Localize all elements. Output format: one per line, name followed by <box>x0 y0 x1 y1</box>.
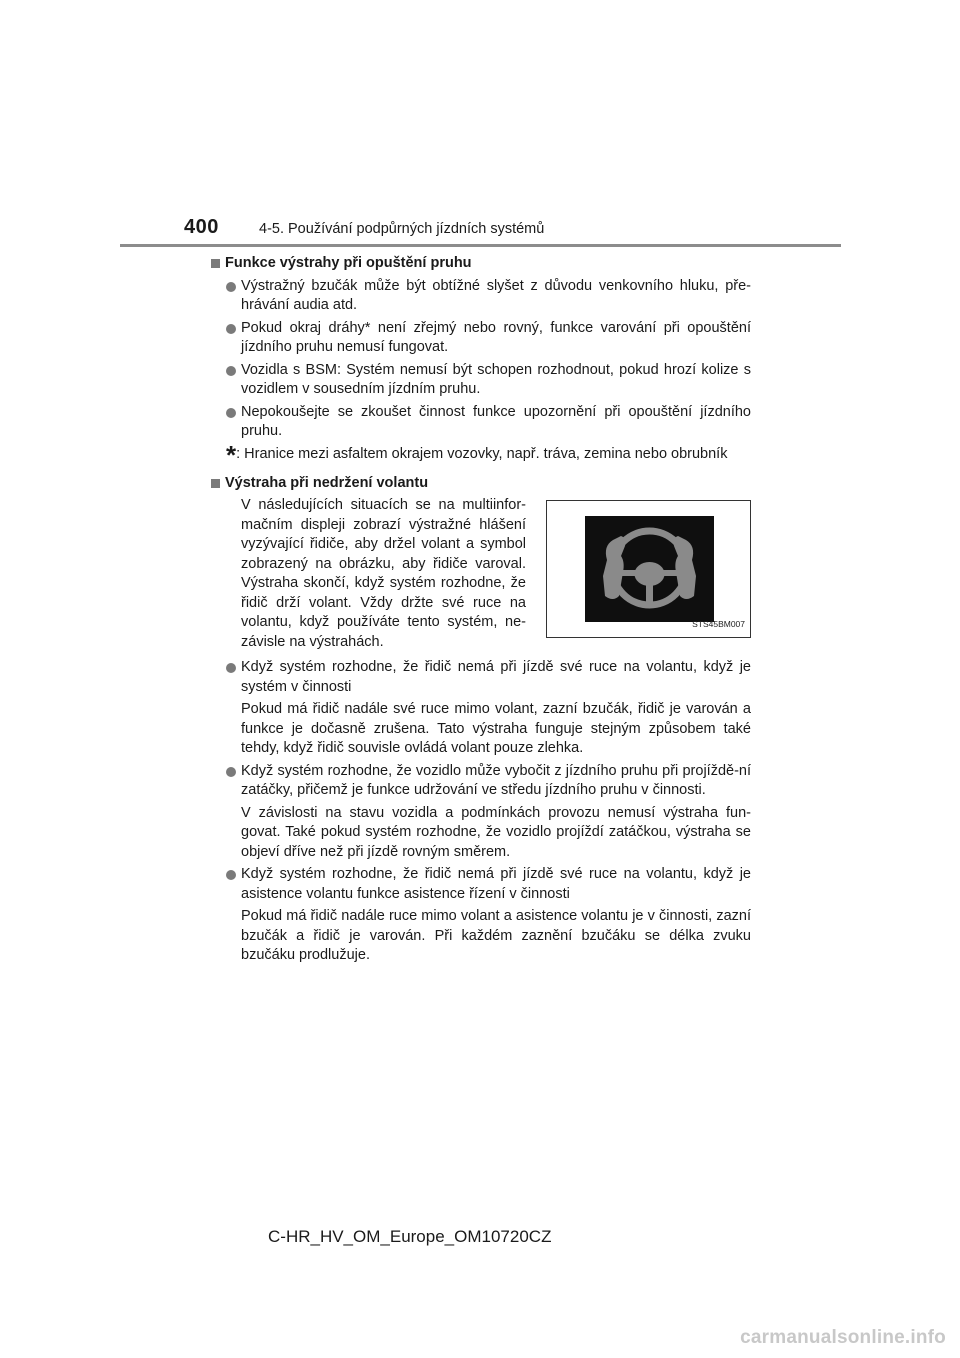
page-content <box>210 254 751 969</box>
watermark: carmanualsonline.info <box>740 1327 946 1348</box>
detail-paragraph: Pokud má řidič nadále své ruce mimo volant, zazní bzučák, řidič je varován a funkce je dočasně zrušena. Tato výstraha funguje stejným způsobem také tehdy, když řidič souvisle ovládá volant pouze zlehka. <box>241 701 751 756</box>
footnote-marker: * <box>226 439 237 470</box>
list-item: Když systém rozhodne, že řidič nemá při jízdě své ruce na volantu, když je asistence volantu funkce asistence řízení v činnosti <box>210 865 751 904</box>
chapter-title: 4-5. Používání podpůrných jízdních systémů <box>259 221 545 237</box>
round-bullet-icon <box>226 767 236 777</box>
list-item: Výstražný bzučák může být obtížné slyšet z důvodu venkovního hluku, pře-hrávání audia atd. <box>210 277 751 316</box>
header-rule <box>120 244 841 247</box>
square-bullet-icon <box>211 259 220 268</box>
list-item: Nepokoušejte se zkoušet činnost funkce upozornění při opouštění jízdního pruhu. <box>210 403 751 442</box>
detail-paragraph: Pokud má řidič nadále ruce mimo volant a asistence volantu je v činnosti, zazní bzučák a řidič je varován. Při každém zaznění bzučáku se délka zvuku bzučáku prodlužuje. <box>241 908 751 963</box>
round-bullet-icon <box>226 663 236 673</box>
section-heading-lane-departure: Funkce výstrahy při opuštění pruhu <box>210 254 751 274</box>
figure-code: STS45BM007 <box>692 618 745 629</box>
intro-paragraph: V následujících situacích se na multiinfor-mačním displeji zobrazí výstražné hlášení vyzývající řidiče, aby držel volant a symbol zobrazený na obrázku, aby řidiče varoval. Výstraha skončí, když systém rozhodne, že řidič drží volant. Vždy držte své ruce na volantu, když používáte tento systém, ne-závisle na výstrahách. <box>241 497 526 650</box>
round-bullet-icon <box>226 408 236 418</box>
round-bullet-icon <box>226 282 236 292</box>
list-item: Když systém rozhodne, že řidič nemá při jízdě své ruce na volantu, když je systém v činnosti <box>210 658 751 697</box>
section-heading-hands-off-warning: Výstraha při nedržení volantu <box>210 474 751 494</box>
list-item: Vozidla s BSM: Systém nemusí být schopen rozhodnout, pokud hrozí kolize s vozidlem v sousedním jízdním pruhu. <box>210 361 751 400</box>
list-item: Když systém rozhodne, že vozidlo může vybočit z jízdního pruhu při projíždě-ní zatáčky, přičemž je funkce udržování ve středu jízdního pruhu v činnosti. <box>210 762 751 801</box>
detail-paragraph: V závislosti na stavu vozidla a podmínkách provozu nemusí výstraha fun-govat. Také pokud systém rozhodne, že vozidlo projíždí zatáčkou, výstraha se objeví dříve než při jízdě rovným směrem. <box>241 804 751 860</box>
round-bullet-icon <box>226 324 236 334</box>
intro-with-figure <box>241 496 751 652</box>
display-screen <box>585 516 714 622</box>
hands-on-steering-wheel-icon <box>585 516 714 622</box>
warning-figure <box>546 500 751 638</box>
page-number: 400 <box>184 216 219 238</box>
round-bullet-icon <box>226 870 236 880</box>
square-bullet-icon <box>211 479 220 488</box>
footnote <box>226 439 751 470</box>
list-item: Pokud okraj dráhy* není zřejmý nebo rovný, funkce varování při opouštění jízdního pruhu nemusí fungovat. <box>210 319 751 358</box>
footnote-text: : Hranice mezi asfaltem okrajem vozovky, např. tráva, zemina nebo obrubník <box>236 445 728 462</box>
round-bullet-icon <box>226 366 236 376</box>
footer-code: C-HR_HV_OM_Europe_OM10720CZ <box>268 1227 552 1246</box>
